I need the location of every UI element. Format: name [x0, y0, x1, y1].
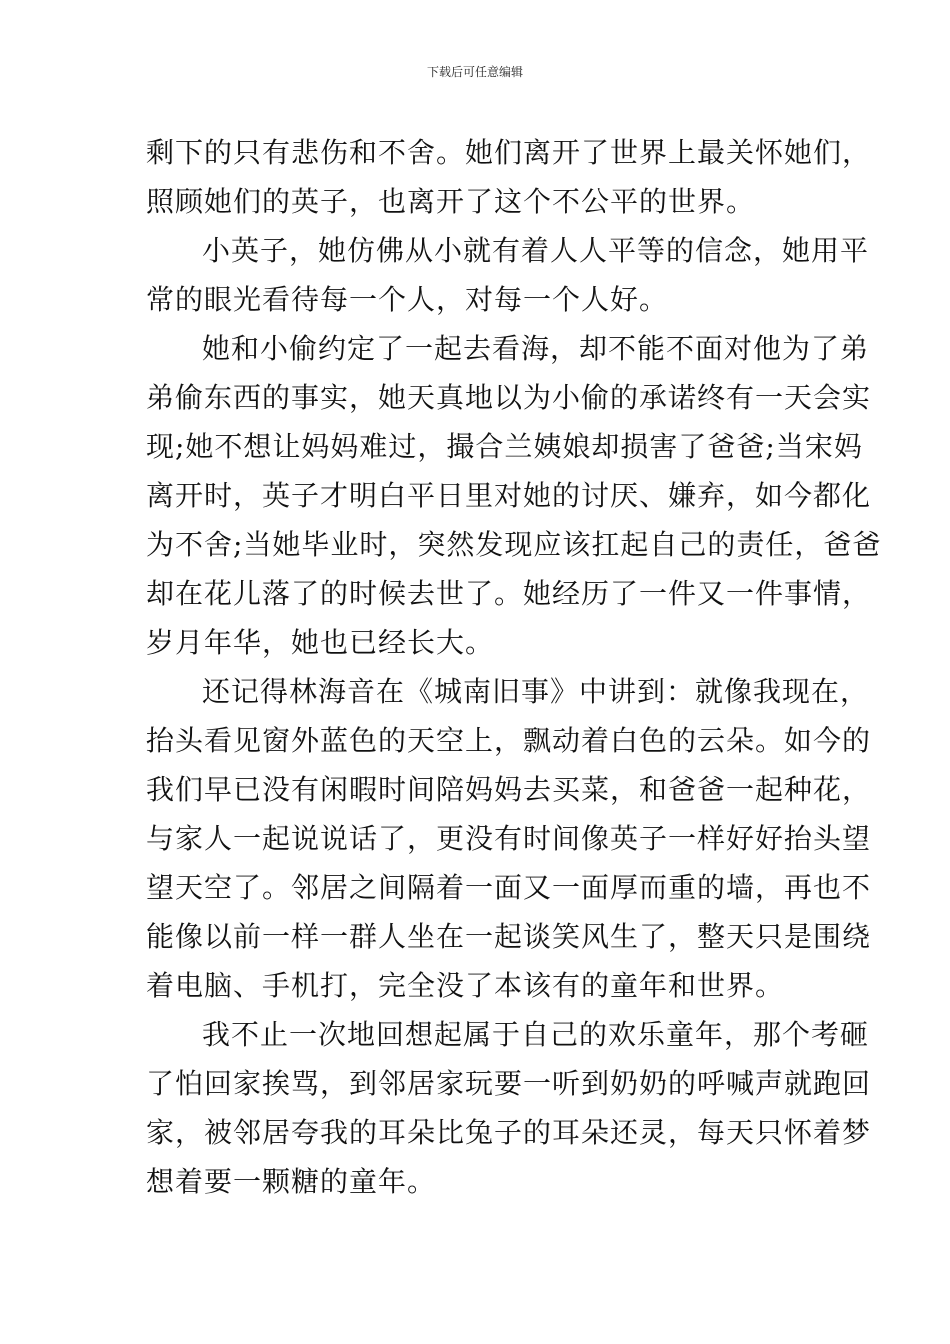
- paragraph-3-line-6: 却在花儿落了的时候去世了。她经历了一件又一件事情，: [146, 577, 872, 610]
- body-text: [146, 128, 882, 1206]
- paragraph-3-line-4: 离开时，英子才明白平日里对她的讨厌、嫌弃，如今都化: [146, 479, 872, 512]
- paragraph-5-line-1: 我不止一次地回想起属于自己的欢乐童年，那个考砸: [202, 1018, 870, 1051]
- paragraph-4-line-2: 抬头看见窗外蓝色的天空上，飘动着白色的云朵。如今的: [146, 724, 872, 757]
- paragraph-1-line-1: 剩下的只有悲伤和不舍。她们离开了世界上最关怀她们，: [146, 136, 872, 169]
- paragraph-4-line-5: 望天空了。邻居之间隔着一面又一面厚而重的墙，再也不: [146, 871, 872, 904]
- paragraph-4-line-7: 着电脑、手机打，完全没了本该有的童年和世界。: [146, 969, 785, 1002]
- paragraph-4-line-4: 与家人一起说说话了，更没有时间像英子一样好好抬头望: [146, 822, 872, 855]
- paragraph-5-line-3: 家，被邻居夸我的耳朵比兔子的耳朵还灵，每天只怀着梦: [146, 1116, 872, 1149]
- paragraph-4-line-6: 能像以前一样一群人坐在一起谈笑风生了，整天只是围绕: [146, 920, 872, 953]
- paragraph-3-line-5: 为不舍;当她毕业时，突然发现应该扛起自己的责任，爸爸: [146, 528, 882, 561]
- paragraph-5-line-2: 了怕回家挨骂，到邻居家玩要一听到奶奶的呼喊声就跑回: [146, 1067, 872, 1100]
- paragraph-3-line-7: 岁月年华，她也已经长大。: [146, 626, 495, 659]
- page-header: 下载后可任意编辑: [426, 65, 523, 79]
- paragraph-3-line-2: 弟偷东西的事实，她天真地以为小偷的承诺终有一天会实: [146, 381, 872, 414]
- paragraph-3-line-1: 她和小偷约定了一起去看海，却不能不面对他为了弟: [202, 332, 870, 365]
- paragraph-2-line-1: 小英子，她仿佛从小就有着人人平等的信念，她用平: [202, 234, 870, 267]
- paragraph-4-line-3: 我们早已没有闲暇时间陪妈妈去买菜，和爸爸一起种花，: [146, 773, 872, 806]
- paragraph-2-line-2: 常的眼光看待每一个人，对每一个人好。: [146, 283, 669, 316]
- paragraph-4-line-1: 还记得林海音在《城南旧事》中讲到：就像我现在，: [202, 675, 870, 708]
- paragraph-3-line-3: 现;她不想让妈妈难过，撮合兰姨娘却损害了爸爸;当宋妈: [146, 430, 863, 463]
- paragraph-1-line-2: 照顾她们的英子，也离开了这个不公平的世界。: [146, 185, 756, 218]
- paragraph-5-line-4: 想着要一颗糖的童年。: [146, 1165, 437, 1198]
